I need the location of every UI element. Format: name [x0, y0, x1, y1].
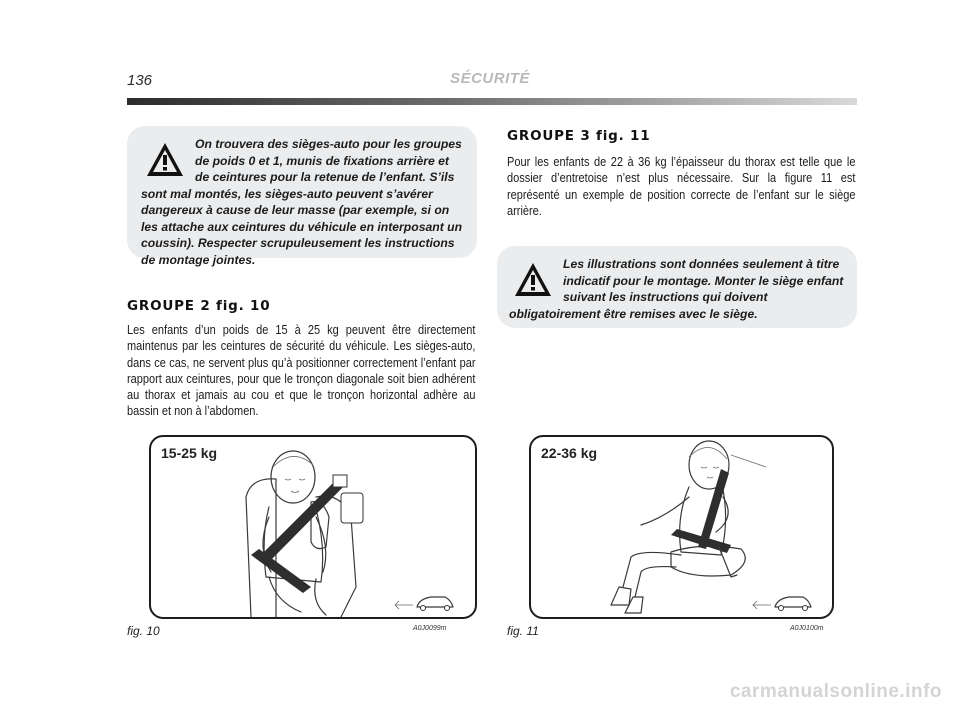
- warning-text: On trouvera des sièges-auto pour les groupes de poids 0 et 1, munis de fixations arrière et de ceintures pour la retenue de l’enfant. S’ils sont mal montés, les sièges-auto peuvent s’avérer dangereux à cause de leur masse (par exemple, si on les attache aux ceintures du véhicule en interposant un coussin). Respecter scrupuleusement les instructions de montage jointes.: [141, 137, 463, 267]
- watermark: carmanualsonline.info: [729, 681, 942, 702]
- warning-triangle-icon: [513, 260, 553, 300]
- warning-triangle-icon: [145, 140, 185, 180]
- figure-11-illustration: [529, 435, 834, 619]
- warning-text: Les illustrations sont données seulement à titre indicatif pour le montage. Monter le siège enfant suivant les instructions qui doivent obligatoirement être remises avec le siège.: [509, 257, 844, 321]
- figure-10-illustration: [149, 435, 477, 619]
- figure-11-code: A0J0100m: [790, 625, 824, 632]
- warning-box-illustrations: [497, 246, 857, 328]
- page-number: 136: [127, 72, 153, 89]
- header-divider: [127, 98, 857, 105]
- warning-box-child-seats: [127, 126, 477, 267]
- weight-range-label: 15-25 kg: [161, 445, 218, 461]
- figure-10-code: A0J0099m: [413, 625, 447, 632]
- group2-body: Les enfants d’un poids de 15 à 25 kg peuvent être directement maintenus par les ceintures de sécurité du véhicule. Les sièges-auto, dans ce cas, ne servent plus qu’à positionner correctement l’enfant par rapport aux ceintures, pour que le tronçon diagonale soit bien adhérent au thorax et jamais au cou et que le tronçon horizontal adhère au bassin et non à l’abdomen.: [127, 323, 476, 419]
- figure-10-caption: fig. 10: [127, 624, 160, 638]
- group2-heading: GROUPE 2 fig. 10: [127, 298, 271, 314]
- weight-range-label: 22-36 kg: [541, 445, 598, 461]
- group3-body: Pour les enfants de 22 à 36 kg l’épaisseur du thorax est telle que le dossier d’entretoise n’est plus nécessaire. Sur la figure 11 est représenté un exemple de position correcte de l’enfant sur le siège arrière.: [507, 155, 856, 218]
- child-booster-cushion-illustration: [531, 437, 832, 617]
- figure-11-caption: fig. 11: [507, 624, 539, 638]
- group3-heading: GROUPE 3 fig. 11: [507, 128, 651, 144]
- section-title: SÉCURITÉ: [450, 70, 530, 87]
- child-booster-seat-illustration: [151, 437, 475, 617]
